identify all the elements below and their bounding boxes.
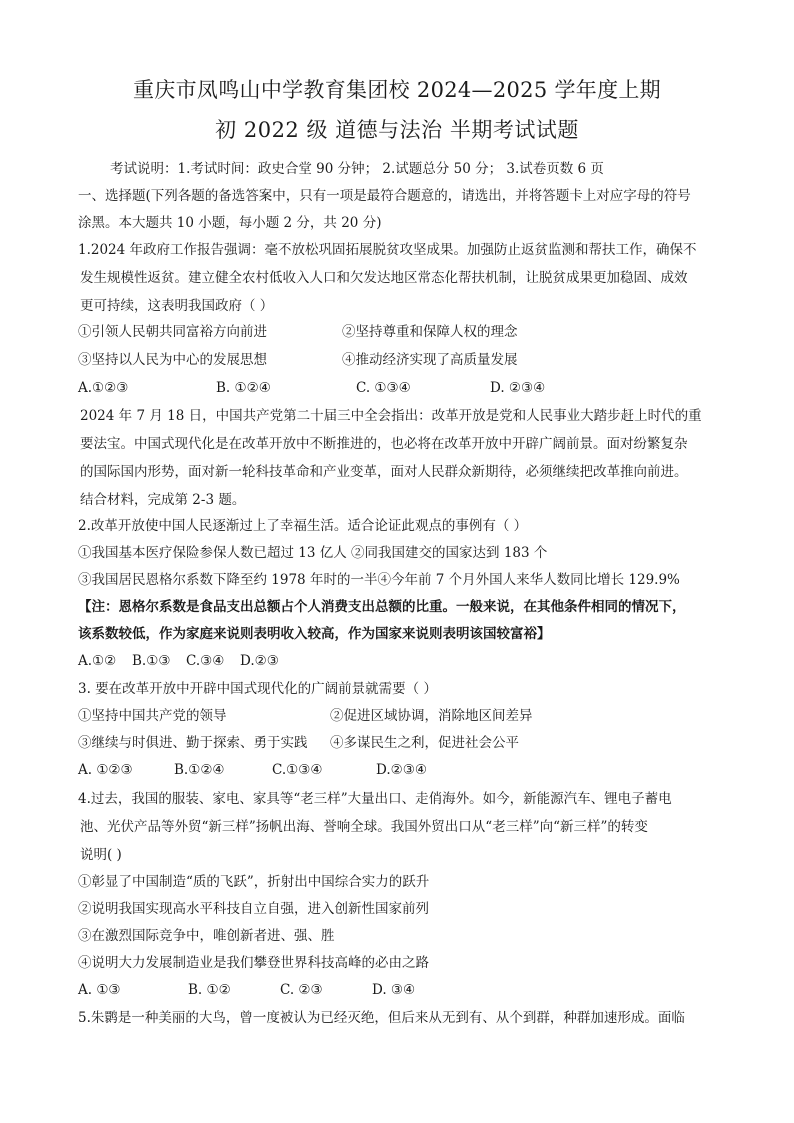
material-paragraph: 要法宝。中国式现代化是在改革开放中不断推进的，也必将在改革开放中开辟广阔前景。面对纷繁复杂	[80, 436, 688, 452]
question-4-statement-4: ④说明大力发展制造业是我们攀登世界科技高峰的必由之路	[78, 955, 429, 971]
question-2-note: 该系数较低，作为家庭来说则表明收入较高，作为国家来说则表明该国较富裕】	[78, 626, 551, 642]
question-1-statement-2: ②坚持尊重和保障人权的理念	[342, 324, 518, 340]
question-1-statement-3: ③坚持以人民为中心的发展思想	[78, 352, 267, 368]
question-3-option-d: D.②③④	[376, 762, 427, 778]
question-4-option-d: D. ③④	[372, 982, 416, 998]
question-3-option-b: B.①②④	[174, 762, 225, 778]
question-1-option-c: C. ①③④	[356, 380, 411, 396]
question-1-statement-4: ④推动经济实现了高质量发展	[342, 352, 518, 368]
question-1-stem: 1.2024 年政府工作报告强调：毫不放松巩固拓展脱贫攻坚成果。加强防止返贫监测和帮扶工作，确保不	[78, 242, 697, 258]
question-3-stem: 3. 要在改革开放中开辟中国式现代化的广阔前景就需要（ ）	[78, 681, 437, 697]
question-3-statement-4: ④多谋民生之利，促进社会公平	[330, 735, 519, 751]
section-heading-line: 涂黑。本大题共 10 小题，每小题 2 分，共 20 分)	[78, 215, 382, 231]
question-5-stem: 5.朱鹮是一种美丽的大鸟，曾一度被认为已经灭绝，但后来从无到有、从个到群，种群加速形成。面临	[78, 1010, 685, 1026]
question-4-option-b: B. ①②	[188, 982, 231, 998]
question-3-statement-1: ①坚持中国共产党的领导	[78, 708, 227, 724]
question-4-stem: 池、光伏产品等外贸“新三样”扬帆出海、誉响全球。我国外贸出口从“老三样”向“新三样”的转变	[80, 819, 648, 835]
material-paragraph: 的国际国内形势，面对新一轮科技革命和产业变革，面对人民群众新期待，必须继续把改革推向前进。	[80, 464, 688, 480]
section-heading-line: 一、选择题(下列各题的备选答案中，只有一项是最符合题意的，请选出，并将答题卡上对应字母的符号	[78, 188, 691, 204]
question-3-statement-2: ②促进区域协调，消除地区间差异	[330, 708, 533, 724]
question-2-note: 【注：恩格尔系数是食品支出总额占个人消费支出总额的比重。一般来说，在其他条件相同的情况下，	[78, 599, 686, 615]
question-1-option-d: D. ②③④	[490, 380, 546, 396]
question-3-option-c: C.①③④	[272, 762, 323, 778]
exam-title-line1: 重庆市凤鸣山中学教育集团校 2024—2025 学年度上期	[133, 78, 661, 102]
question-2-stem: 2.改革开放使中国人民逐渐过上了幸福生活。适合论证此观点的事例有（ ）	[78, 518, 528, 534]
question-1-stem: 发生规模性返贫。建立健全农村低收入人口和欠发达地区常态化帮扶机制，让脱贫成果更加稳固、成效	[80, 270, 688, 286]
question-2-option-c: C.③④	[186, 653, 225, 669]
question-2-option-b: B.①③	[132, 653, 171, 669]
question-4-statement-1: ①彰显了中国制造“质的飞跃”，折射出中国综合实力的跃升	[78, 874, 430, 890]
material-paragraph: 2024 年 7 月 18 日，中国共产党第二十届三中全会指出：改革开放是党和人民事业大踏步赶上时代的重	[80, 408, 702, 424]
question-4-statement-3: ③在激烈国际竞争中，唯创新者进、强、胜	[78, 928, 335, 944]
question-4-stem: 说明( )	[80, 847, 122, 863]
question-4-statement-2: ②说明我国实现高水平科技自立自强，进入创新性国家前列	[78, 901, 429, 917]
question-2-statements: ①我国基本医疗保险参保人数已超过 13 亿人 ②同我国建交的国家达到 183 个	[78, 545, 548, 561]
question-4-option-c: C. ②③	[280, 982, 323, 998]
question-2-statements: ③我国居民恩格尔系数下降至约 1978 年时的一半④今年前 7 个月外国人来华人数同比增长 129.9%	[78, 572, 680, 588]
question-1-option-a: A.①②③	[78, 380, 129, 396]
question-2-option-d: D.②③	[240, 653, 279, 669]
question-1-statement-1: ①引领人民朝共同富裕方向前进	[78, 324, 267, 340]
question-4-stem: 4.过去，我国的服装、家电、家具等“老三样”大量出口、走俏海外。如今，新能源汽车、锂电子蓄电	[78, 791, 672, 807]
exam-instructions: 考试说明：1.考试时间：政史合堂 90 分钟； 2.试题总分 50 分； 3.试卷页数 6 页	[110, 161, 604, 177]
question-1-option-b: B. ①②④	[216, 380, 271, 396]
question-1-stem: 更可持续，这表明我国政府（ ）	[80, 298, 274, 314]
question-2-option-a: A.①②	[78, 653, 117, 669]
exam-title-line2: 初 2022 级 道德与法治 半期考试试题	[215, 118, 579, 142]
question-3-option-a: A. ①②③	[78, 762, 133, 778]
question-4-option-a: A. ①③	[78, 982, 121, 998]
question-3-statement-3: ③继续与时俱进、勤于探索、勇于实践	[78, 735, 308, 751]
material-paragraph: 结合材料，完成第 2-3 题。	[80, 492, 246, 508]
